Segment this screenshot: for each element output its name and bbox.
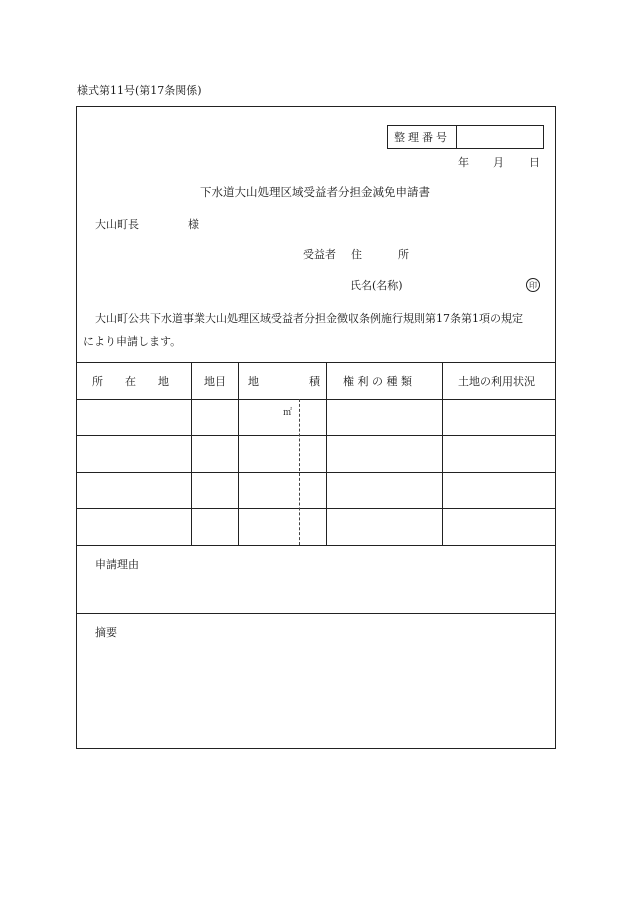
table-row-border (76, 508, 556, 509)
applicant-role: 受益者 (303, 248, 336, 261)
reason-label: 申請理由 (95, 558, 139, 571)
name-label: 氏名(名称) (350, 279, 403, 292)
body-line-1: 大山町公共下水道事業大山処理区域受益者分担金徴収条例施行規則第17条第1項の規定 (95, 312, 523, 325)
table-row-border (76, 435, 556, 436)
area-unit: ㎡ (283, 408, 293, 418)
registration-number-label: 整理番号 (388, 126, 457, 148)
table-bottom-border (76, 545, 556, 546)
table-top-border (76, 362, 556, 363)
date-day: 日 (529, 156, 540, 169)
area-decimal-divider (299, 399, 300, 545)
address-label-a: 住 (351, 248, 362, 261)
body-text (83, 307, 553, 353)
header-land-category: 地目 (204, 375, 226, 388)
form-reference: 様式第11号(第17条関係) (77, 84, 202, 97)
address-label-b: 所 (398, 248, 409, 261)
reason-bottom-border (76, 613, 556, 614)
column-divider (191, 362, 192, 545)
remarks-label: 摘要 (95, 626, 117, 639)
column-divider (326, 362, 327, 545)
header-area-a: 地 (248, 375, 259, 388)
date-year: 年 (458, 156, 469, 169)
header-area-b: 積 (309, 375, 320, 388)
body-line-2: により申請します。 (83, 335, 182, 348)
registration-number-box (387, 125, 544, 149)
seal-mark: 印 (526, 278, 540, 292)
form-frame (76, 106, 556, 749)
date-month: 月 (493, 156, 504, 169)
header-land-use: 土地の利用状況 (458, 375, 535, 388)
table-row-border (76, 472, 556, 473)
column-divider (442, 362, 443, 545)
registration-number-field[interactable] (457, 126, 543, 148)
addressee-honorific: 様 (188, 218, 199, 231)
document-title: 下水道大山処理区域受益者分担金減免申請書 (200, 185, 430, 199)
header-rights-type: 権 利 の 種 類 (343, 375, 412, 388)
column-divider (238, 362, 239, 545)
addressee-name: 大山町長 (95, 218, 139, 231)
header-location: 所 在 地 (92, 375, 169, 388)
table-header-border (76, 399, 556, 400)
